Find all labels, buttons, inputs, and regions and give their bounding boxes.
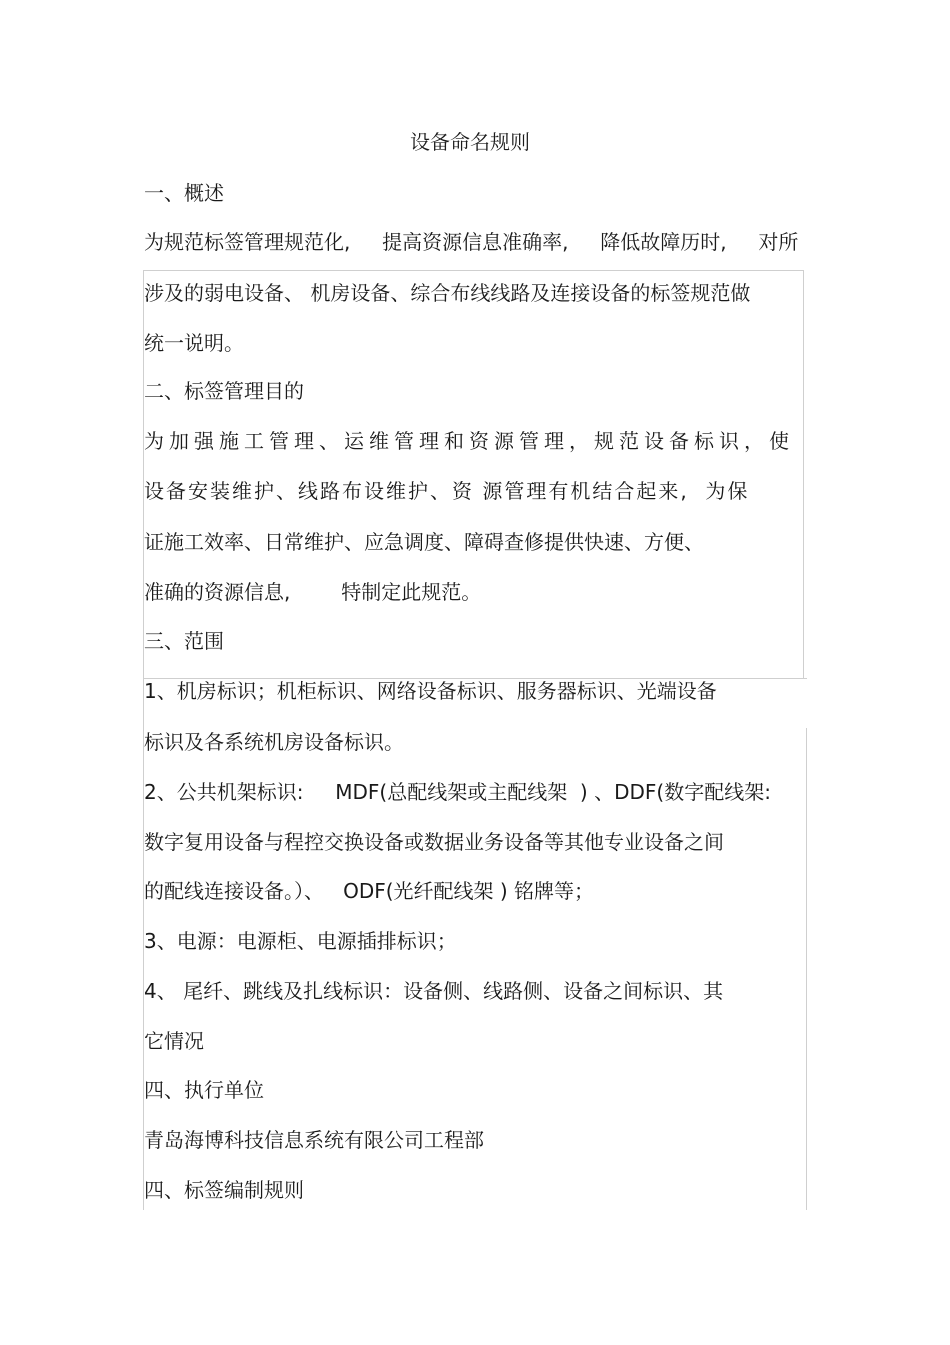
list-item-continuation: 它情况 [144,1029,204,1053]
list-item: 1、机房标识；机柜标识、网络设备标识、服务器标识、光端设备 [144,679,717,703]
paragraph-line: 青岛海博科技信息系统有限公司工程部 [144,1128,484,1152]
frame-line-right-lower [806,728,807,1210]
list-item: 4、 尾纤、跳线及扎线标识：设备侧、线路侧、设备之间标识、其 [144,979,724,1003]
heading-label-rules: 四、标签编制规则 [144,1178,304,1202]
frame-line-top [143,270,804,271]
list-item-continuation: 数字复用设备与程控交换设备或数据业务设备等其他专业设备之间 [144,830,724,854]
document-title: 设备命名规则 [410,130,530,154]
list-item-continuation: 的配线连接设备。）、 ODF(光纤配线架 ) 铭牌等； [144,879,595,903]
paragraph-line: 为加强施工管理、运维管理和资源管理，规范设备标识，使 [144,429,794,453]
paragraph-line: 设备安装维护、线路布设维护、资 源管理有机结合起来, 为保 [144,479,750,503]
list-item: 3、电源：电源柜、电源插排标识； [144,929,457,953]
paragraph-line: 涉及的弱电设备、 机房设备、综合布线线路及连接设备的标签规范做 [144,281,751,305]
paragraph-line: 统一说明。 [144,331,244,355]
heading-scope: 三、范围 [144,629,224,653]
paragraph-line: 为规范标签管理规范化, 提高资源信息准确率, 降低故障历时, 对所 [144,230,799,254]
frame-line-right [803,270,804,678]
paragraph-line: 准确的资源信息, 特制定此规范。 [144,580,482,604]
heading-purpose: 二、标签管理目的 [144,379,304,403]
list-item: 2、公共机架标识: MDF(总配线架或主配线架 ) 、DDF(数字配线架: [144,780,771,804]
paragraph-line: 证施工效率、日常维护、应急调度、障碍查修提供快速、方便、 [144,530,704,554]
heading-executor: 四、执行单位 [144,1078,264,1102]
heading-overview: 一、概述 [144,181,224,205]
list-item-continuation: 标识及各系统机房设备标识。 [144,730,404,754]
